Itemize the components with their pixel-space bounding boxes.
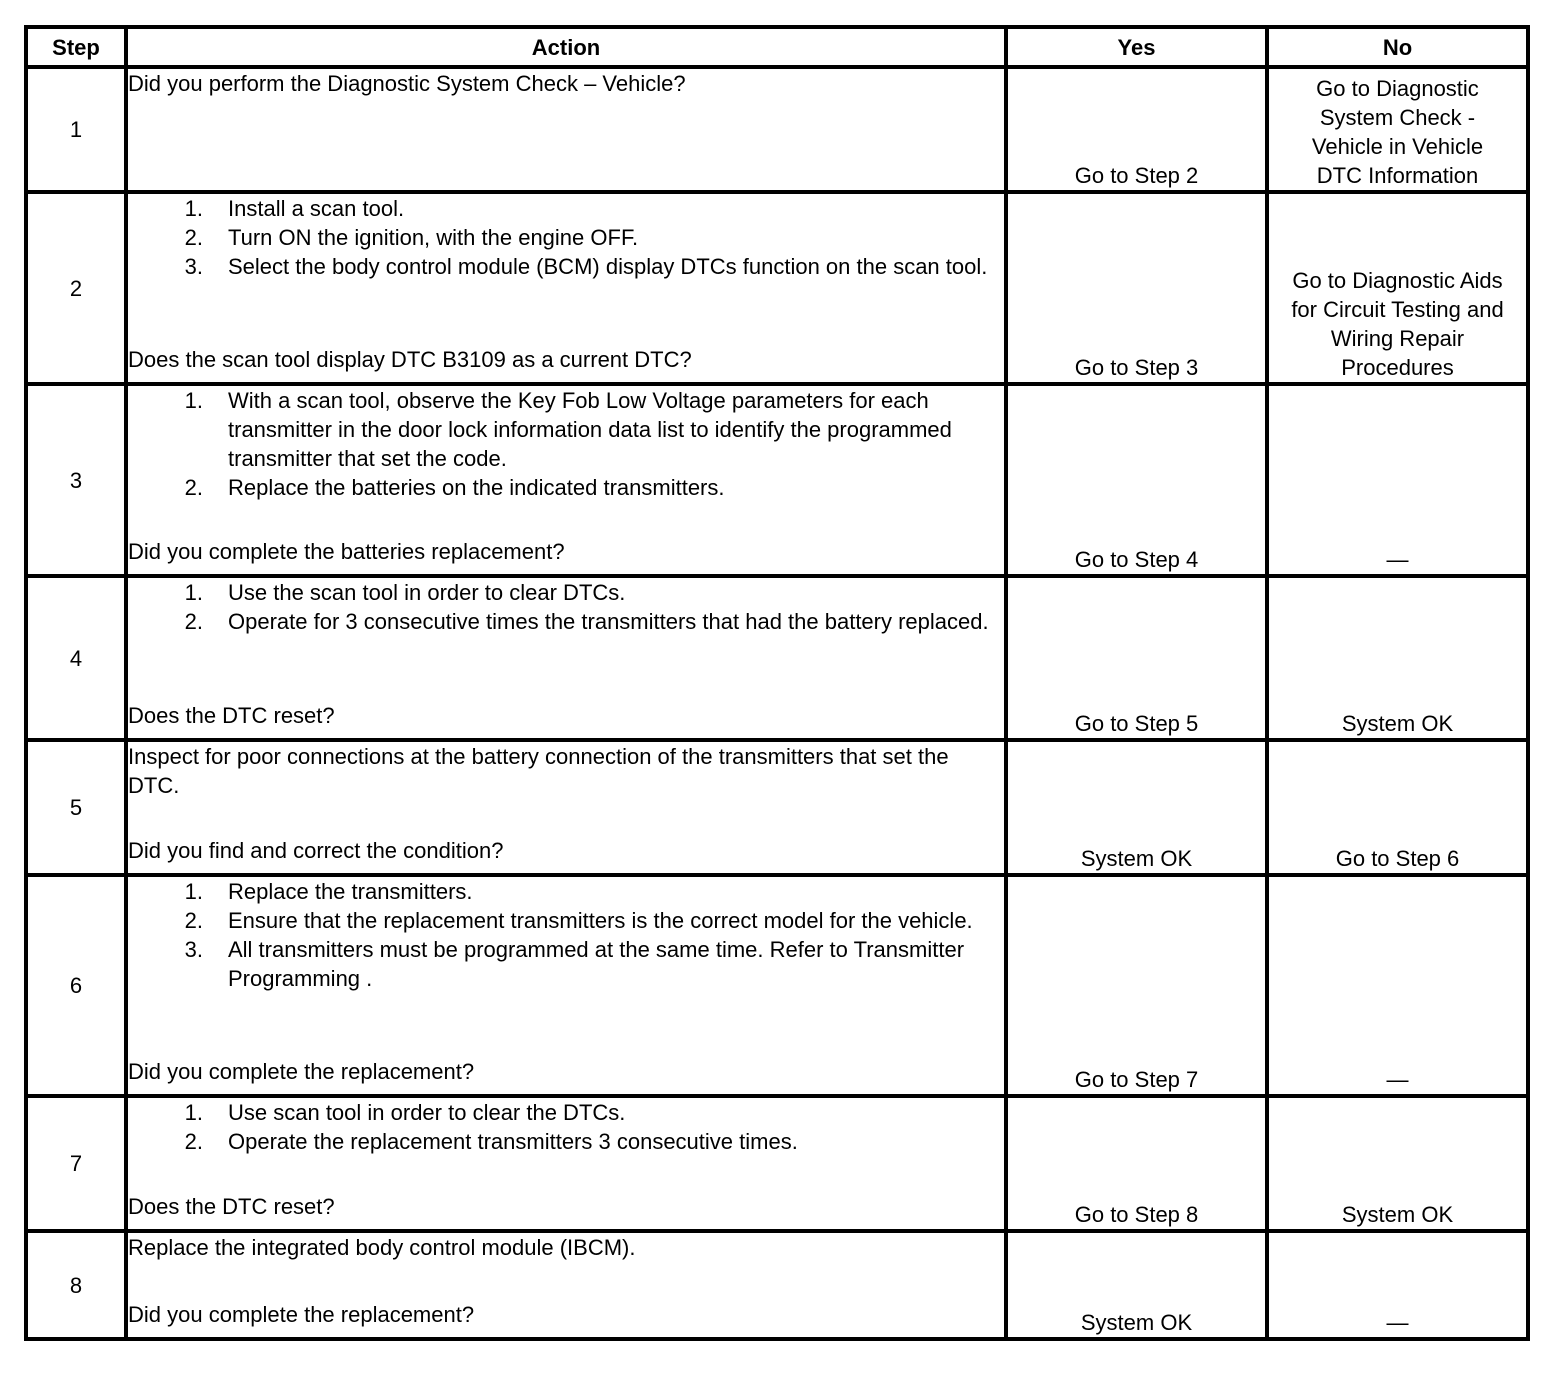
table-row [26, 576, 1528, 740]
action-question: Did you complete the batteries replacement? [128, 539, 565, 564]
yes-result: Go to Step 2 [1006, 67, 1267, 192]
list-item-number: 1. [184, 580, 203, 605]
list-item-number: 2. [184, 908, 203, 933]
header-step: Step [26, 27, 126, 67]
list-item [128, 877, 1004, 906]
no-result-line: — [1386, 547, 1409, 572]
action-question: Did you find and correct the condition? [128, 838, 504, 863]
list-item [128, 386, 1004, 473]
yes-result: Go to Step 5 [1006, 576, 1267, 740]
action-cell [126, 576, 1006, 740]
no-result-line: Vehicle in Vehicle [1311, 134, 1484, 159]
step-number: 2 [26, 192, 126, 384]
action-question: Does the DTC reset? [128, 703, 335, 728]
action-text: Inspect for poor connections at the battery connection of the transmitters that set the DTC. [128, 744, 949, 798]
action-question: Did you complete the replacement? [128, 1302, 475, 1327]
step-number: 5 [26, 740, 126, 875]
no-result-line: for Circuit Testing and [1291, 297, 1504, 322]
list-item-number: 2. [184, 1129, 203, 1154]
yes-result: Go to Step 4 [1006, 384, 1267, 576]
table-row [26, 384, 1528, 576]
table-header-row [26, 27, 1528, 67]
no-result-line: — [1386, 1310, 1409, 1335]
no-result [1267, 67, 1528, 192]
list-item-text: Turn ON the ignition, with the engine OFF. [228, 225, 639, 250]
list-item [128, 194, 1004, 223]
no-result [1267, 1231, 1528, 1339]
action-cell [126, 740, 1006, 875]
action-step-list [128, 194, 1004, 281]
action-cell [126, 1096, 1006, 1231]
action-text: Did you perform the Diagnostic System Check – Vehicle? [128, 71, 686, 96]
step-number: 4 [26, 576, 126, 740]
no-result-line: Go to Diagnostic Aids [1292, 268, 1503, 293]
action-step-list [128, 877, 1004, 993]
action-step-list [128, 386, 1004, 502]
yes-result: Go to Step 7 [1006, 875, 1267, 1096]
yes-result: System OK [1006, 740, 1267, 875]
list-item [128, 607, 1004, 636]
table-row [26, 875, 1528, 1096]
table-row [26, 740, 1528, 875]
action-question: Did you complete the replacement? [128, 1059, 475, 1084]
header-action: Action [126, 27, 1006, 67]
action-cell [126, 67, 1006, 192]
header-yes: Yes [1006, 27, 1267, 67]
list-item-number: 3. [184, 937, 203, 962]
list-item-text: Operate for 3 consecutive times the transmitters that had the battery replaced. [228, 609, 989, 634]
action-question: Does the scan tool display DTC B3109 as a current DTC? [128, 347, 692, 372]
list-item-text: Install a scan tool. [228, 196, 405, 221]
list-item-number: 3. [184, 254, 203, 279]
action-question: Does the DTC reset? [128, 1194, 335, 1219]
list-item-text: Ensure that the replacement transmitters is the correct model for the vehicle. [228, 908, 973, 933]
yes-result: Go to Step 8 [1006, 1096, 1267, 1231]
list-item-number: 1. [184, 879, 203, 904]
list-item [128, 252, 1004, 281]
action-cell [126, 192, 1006, 384]
list-item [128, 1127, 1004, 1156]
no-result-line: Wiring Repair [1330, 326, 1465, 351]
no-result-line: DTC Information [1316, 163, 1479, 188]
list-item-text: Replace the batteries on the indicated transmitters. [228, 475, 725, 500]
list-item-text: Operate the replacement transmitters 3 consecutive times. [228, 1129, 798, 1154]
list-item [128, 1098, 1004, 1127]
no-result-line: System Check - [1319, 105, 1476, 130]
list-item [128, 935, 1004, 993]
list-item-text: All transmitters must be programmed at the same time. Refer to Transmitter Programming . [228, 937, 965, 991]
list-item-text: With a scan tool, observe the Key Fob Low Voltage parameters for each transmitter in the door lock information data list to identify the programmed transmitter that set the code. [228, 388, 952, 471]
step-number: 1 [26, 67, 126, 192]
table-body [26, 67, 1528, 1339]
list-item-number: 2. [184, 475, 203, 500]
action-cell [126, 384, 1006, 576]
step-number: 3 [26, 384, 126, 576]
action-cell [126, 875, 1006, 1096]
list-item-number: 2. [184, 609, 203, 634]
header-no: No [1267, 27, 1528, 67]
list-item-text: Replace the transmitters. [228, 879, 473, 904]
diagnostic-table [24, 25, 1530, 1341]
list-item [128, 906, 1004, 935]
list-item [128, 223, 1004, 252]
list-item-text: Use the scan tool in order to clear DTCs. [228, 580, 626, 605]
step-number: 6 [26, 875, 126, 1096]
list-item [128, 473, 1004, 502]
list-item-number: 1. [184, 388, 203, 413]
no-result [1267, 1096, 1528, 1231]
no-result [1267, 384, 1528, 576]
list-item [128, 578, 1004, 607]
list-item-text: Use scan tool in order to clear the DTCs. [228, 1100, 626, 1125]
action-cell [126, 1231, 1006, 1339]
action-step-list [128, 1098, 1004, 1156]
no-result-line: — [1386, 1067, 1409, 1092]
step-number: 7 [26, 1096, 126, 1231]
step-number: 8 [26, 1231, 126, 1339]
no-result [1267, 875, 1528, 1096]
action-step-list [128, 578, 1004, 636]
no-result [1267, 192, 1528, 384]
no-result-line: Procedures [1341, 355, 1454, 380]
action-text: Replace the integrated body control module (IBCM). [128, 1235, 636, 1260]
yes-result: System OK [1006, 1231, 1267, 1339]
list-item-text: Select the body control module (BCM) display DTCs function on the scan tool. [228, 254, 988, 279]
table-row [26, 192, 1528, 384]
table-row [26, 67, 1528, 192]
no-result-line: System OK [1341, 711, 1454, 736]
no-result [1267, 576, 1528, 740]
table-row [26, 1231, 1528, 1339]
list-item-number: 2. [184, 225, 203, 250]
no-result-line: Go to Step 6 [1335, 846, 1460, 871]
list-item-number: 1. [184, 1100, 203, 1125]
no-result-line: System OK [1341, 1202, 1454, 1227]
list-item-number: 1. [184, 196, 203, 221]
yes-result: Go to Step 3 [1006, 192, 1267, 384]
table-row [26, 1096, 1528, 1231]
no-result [1267, 740, 1528, 875]
no-result-line: Go to Diagnostic [1316, 76, 1479, 101]
